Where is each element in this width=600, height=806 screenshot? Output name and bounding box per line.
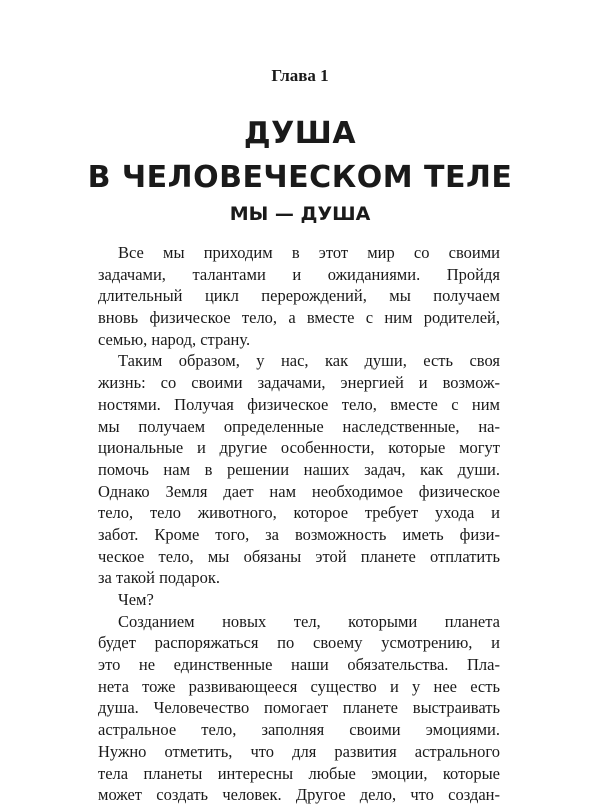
text-line: Чем?: [118, 590, 154, 609]
text-line: будет распоряжаться по своему усмотрению, и: [98, 633, 500, 653]
text-line: забот. Кроме того, за возможность иметь физи-: [98, 524, 500, 544]
text-line: Нужно отметить, что для развития астрального: [98, 741, 500, 761]
text-line: семью, народ, страну.: [98, 329, 251, 349]
text-line: Таким образом, у нас, как души, есть своя: [118, 351, 500, 371]
chapter-title-line: ДУША: [243, 116, 357, 151]
text-line: мы получаем определенные наследственные, на-: [98, 416, 500, 436]
text-line: вновь физическое тело, а вместе с ним родителей,: [98, 308, 500, 328]
section-title: МЫ — ДУША: [229, 203, 371, 225]
body-text: [98, 242, 500, 806]
text-line: Все мы приходим в этот мир со своими: [118, 243, 500, 262]
text-line: нета тоже развивающееся существо и у нее есть: [98, 676, 500, 696]
text-line: это не единственные наши обязательства. Пла-: [98, 655, 500, 675]
text-line: циональные и другие особенности, которые могут: [98, 438, 500, 458]
text-line: задачами, талантами и ожиданиями. Пройдя: [98, 264, 500, 284]
text-line: тело, тело животного, которое требует ухода и: [98, 503, 500, 523]
text-line: жизнь: со своими задачами, энергией и возмож-: [98, 373, 500, 393]
text-line: Созданием новых тел, которыми планета: [118, 611, 500, 631]
chapter-title-line: В ЧЕЛОВЕЧЕСКОМ ТЕЛЕ: [87, 160, 513, 195]
text-line: Однако Земля дает нам необходимое физическое: [98, 481, 500, 501]
text-line: помочь нам в решении наших задач, как души.: [98, 459, 500, 479]
text-line: тела планеты интересны любые эмоции, которые: [98, 763, 500, 783]
text-line: ностями. Получая физическое тело, вместе с ним: [98, 394, 500, 414]
text-line: астральное тело, заполняя своими эмоциями.: [98, 720, 500, 740]
text-line: может создать человек. Другое дело, что создан-: [98, 785, 500, 805]
text-line: за такой подарок.: [98, 568, 221, 588]
chapter-label: Глава 1: [271, 66, 329, 85]
text-line: ческое тело, мы обязаны этой планете отплатить: [98, 546, 500, 566]
text-line: душа. Человечество помогает планете выстраивать: [98, 698, 500, 718]
chapter-title: [0, 112, 600, 200]
text-line: длительный цикл перерождений, мы получаем: [98, 286, 500, 306]
